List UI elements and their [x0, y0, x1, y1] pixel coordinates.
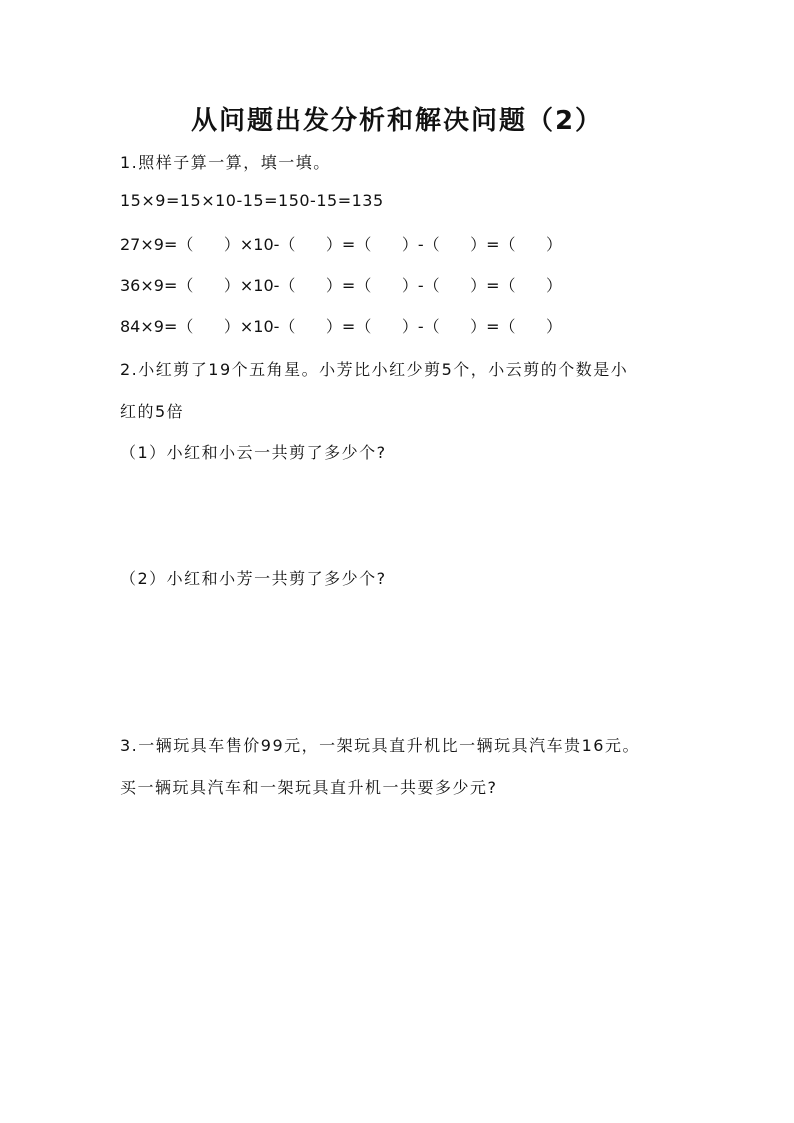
q1-instruction: 1.照样子算一算，填一填。	[120, 153, 331, 172]
q3-text-line-2: 买一辆玩具汽车和一架玩具直升机一共要多少元?	[120, 778, 498, 797]
q1-row-2: 36×9=（ ）×10-（ ）=（ ）-（ ）=（ ）	[120, 276, 563, 295]
q2-subquestion-2: （2）小红和小芳一共剪了多少个?	[120, 569, 387, 588]
q2-text-line-1: 2.小红剪了19个五角星。小芳比小红少剪5个，小云剪的个数是小	[120, 360, 629, 379]
q1-row-3: 84×9=（ ）×10-（ ）=（ ）-（ ）=（ ）	[120, 317, 563, 336]
q3-text-line-1: 3.一辆玩具车售价99元，一架玩具直升机比一辆玩具汽车贵16元。	[120, 736, 640, 755]
q2-subquestion-1: （1）小红和小云一共剪了多少个?	[120, 443, 387, 462]
q1-example: 15×9=15×10-15=150-15=135	[120, 191, 384, 210]
worksheet-title: 从问题出发分析和解决问题（2）	[190, 106, 604, 136]
q2-text-line-2: 红的5倍	[120, 402, 185, 421]
q1-row-1: 27×9=（ ）×10-（ ）=（ ）-（ ）=（ ）	[120, 235, 563, 254]
